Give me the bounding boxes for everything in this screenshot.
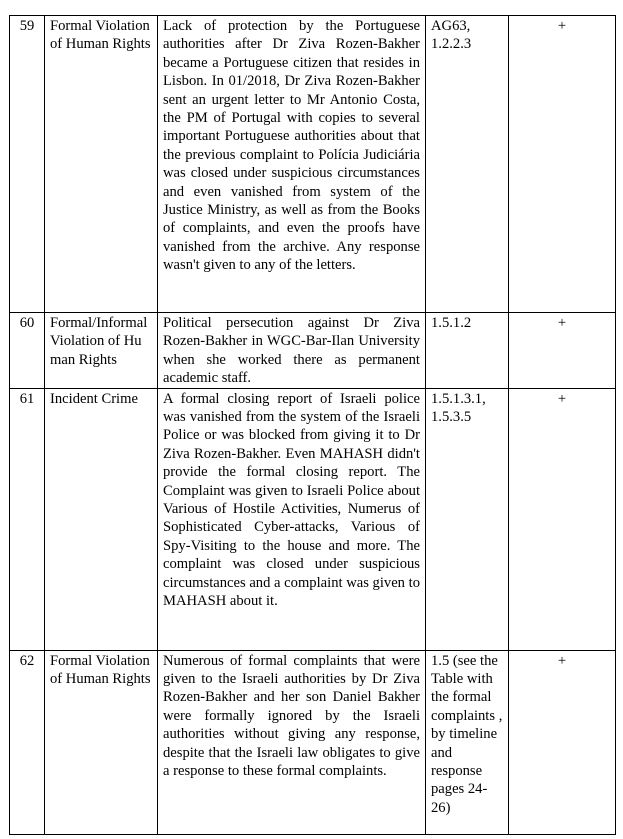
violation-type: Formal Violation of Human Rights — [45, 16, 158, 313]
section-reference: AG63, 1.2.2.3 — [426, 16, 509, 313]
row-number: 62 — [10, 650, 45, 834]
violations-table — [9, 15, 616, 835]
table-row — [10, 650, 616, 834]
table-row — [10, 388, 616, 650]
violation-description: Numerous of formal complaints that were given to the Israeli authorities by Dr Ziva Rozen-Bakher and her son Daniel Bakher were formally ignored by the Israeli authorities without giving any response, despite that the Israeli law obligates to give a response to these formal complaints. — [158, 650, 426, 834]
status-mark: + — [509, 388, 616, 650]
violation-type: Formal Violation of Human Rights — [45, 650, 158, 834]
section-reference: 1.5 (see the Table with the formal complaints , by timeline and response pages 24-26) — [426, 650, 509, 834]
violation-type: Incident Crime — [45, 388, 158, 650]
table-row — [10, 313, 616, 389]
row-number: 59 — [10, 16, 45, 313]
row-number: 61 — [10, 388, 45, 650]
violation-description: Political persecution against Dr Ziva Rozen-Bakher in WGC-Bar-Ilan University when she worked there as permanent academic staff. — [158, 313, 426, 389]
section-reference: 1.5.1.3.1, 1.5.3.5 — [426, 388, 509, 650]
status-mark: + — [509, 650, 616, 834]
row-number: 60 — [10, 313, 45, 389]
status-mark: + — [509, 16, 616, 313]
violation-description: Lack of protection by the Portuguese authorities after Dr Ziva Rozen-Bakher became a Portuguese citizen that resides in Lisbon. In 01/2018, Dr Ziva Rozen-Bakher sent an urgent letter to Mr Antonio Costa, the PM of Portugal with copies to several important Portuguese authorities about that the previous complaint to Polícia Judiciária was closed under suspicious circumstances and even vanished from system of the Justice Ministry, as well as from the Books of complaints, and even the proofs have vanished from the archive. Any response wasn't given to any of the letters. — [158, 16, 426, 313]
status-mark: + — [509, 313, 616, 389]
section-reference: 1.5.1.2 — [426, 313, 509, 389]
violation-description: A formal closing report of Israeli police was vanished from the system of the Israeli Police or was blocked from giving it to Dr Ziva Rozen-Bakher. Even MAHASH didn't provide the formal closing report. The Complaint was given to Israeli Police about Various of Hostile Activities, Numerus of Sophisticated Cyber-attacks, Various of Spy-Visiting to the house and more. The complaint was closed under suspicious circumstances and a complaint was given to MAHASH about it. — [158, 388, 426, 650]
violation-type: Formal/Informal Violation of Human Rights — [45, 313, 158, 389]
table-row — [10, 16, 616, 313]
